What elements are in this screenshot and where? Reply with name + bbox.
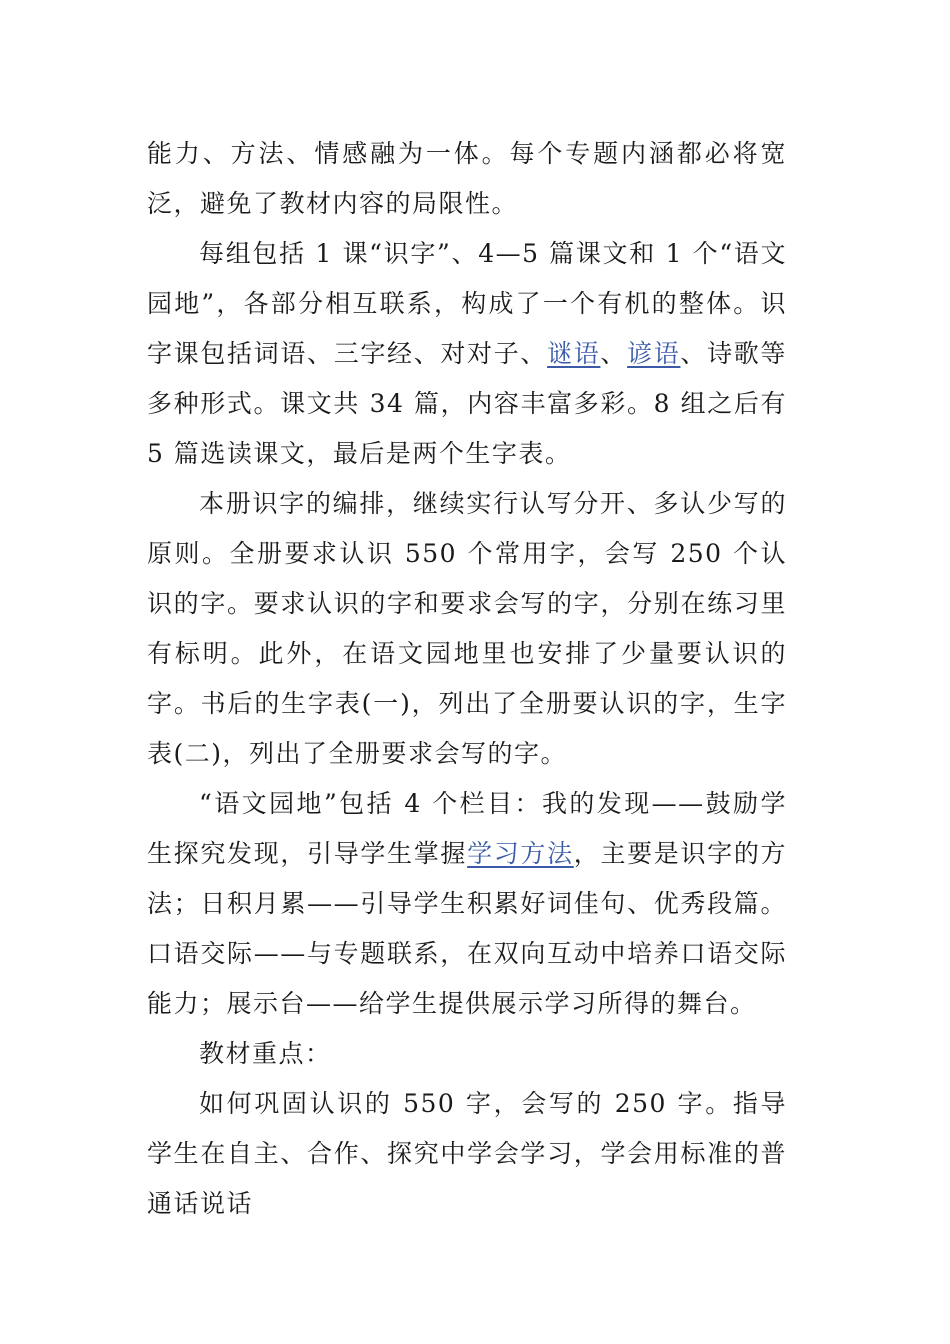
section-heading: 教材重点： (199, 1039, 332, 1068)
paragraph-text: 能力、方法、情感融为一体。每个专题内涵都必将宽泛，避免了教材内容的局限性。 (147, 139, 787, 218)
paragraph-5-heading (147, 1029, 787, 1079)
paragraph-text: “语文园地”包括 4 个栏目：我的发现——鼓励学生探究发现，引导学生掌握 (147, 789, 787, 868)
link-riddle[interactable]: 谜语 (547, 339, 601, 368)
paragraph-4 (147, 779, 787, 1029)
paragraph-text: 如何巩固认识的 550 字，会写的 250 字。指导学生在自主、合作、探究中学会学习，学会用标准的普通话说话 (147, 1089, 787, 1218)
paragraph-text: 、诗歌等多种形式。课文共 34 篇，内容丰富多彩。8 组之后有 5 篇选读课文，最后是两个生字表。 (147, 339, 787, 468)
paragraph-2 (147, 229, 787, 479)
paragraph-text: ，主要是识字的方法；日积月累——引导学生积累好词佳句、优秀段篇。口语交际——与专题联系，在双向互动中培养口语交际能力；展示台——给学生提供展示学习所得的舞台。 (147, 839, 787, 1018)
paragraph-text: 、 (600, 339, 628, 368)
link-learning-method[interactable]: 学习方法 (467, 839, 574, 868)
paragraph-text: 本册识字的编排，继续实行认写分开、多认少写的原则。全册要求认识 550 个常用字，会写 250 个认识的字。要求认识的字和要求会写的字，分别在练习里有标明。此外，在语文园地里也安排了少量要认识的字。书后的生字表(一)，列出了全册要认识的字，生字表(二)，列出了全册要求会写的字。 (147, 489, 787, 768)
document-body (147, 129, 787, 1229)
paragraph-3 (147, 479, 787, 779)
paragraph-text: 每组包括 1 课“识字”、4—5 篇课文和 1 个“语文园地”，各部分相互联系，构成了一个有机的整体。识字课包括词语、三字经、对对子、 (147, 239, 787, 368)
link-proverb[interactable]: 谚语 (627, 339, 681, 368)
paragraph-6 (147, 1079, 787, 1229)
paragraph-1 (147, 129, 787, 229)
